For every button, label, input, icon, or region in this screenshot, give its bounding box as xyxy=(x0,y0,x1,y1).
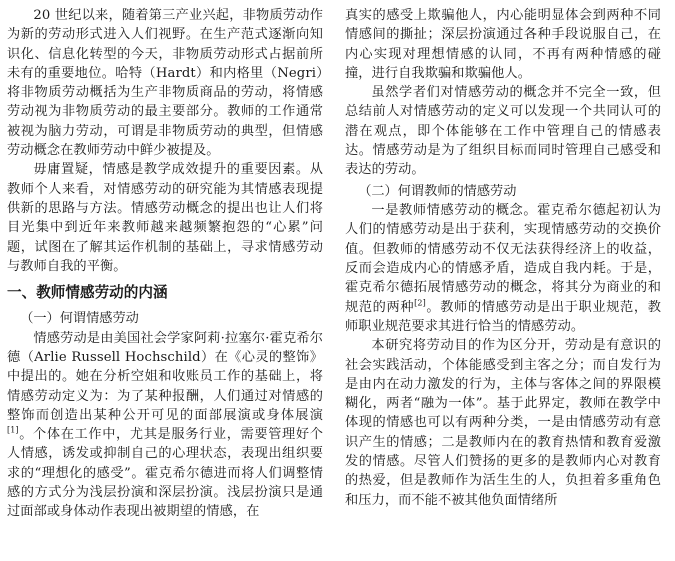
paragraph-common-view: 虽然学者们对情感劳动的概念并不完全一致，但总结前人对情感劳动的定义可以发现一个共同认可的潜在观点，即个体能够在工作中管理自己的情感表达。情感劳动是为了组织目标而同时管理自己感受和表达的劳动。 xyxy=(345,85,661,178)
paragraph-labor-purpose: 本研究将劳动目的作为区分开，劳动是有意识的社会实践活动，个体能感受到主客之分；而自发行为是由内在动力激发的行为，主体与客体之间的界限模糊化，两者“融为一体”。基于此界定，教师在教学中体现的情感也可以有两种分类，一是由情感劳动有意识产生的情感；二是教师内在的教育热情和教育爱激发的情感。尽管人们赞扬的更多的是教师内心对教育的热爱，但是教师作为活生生的人，负担着多重角色和压力，而不能不被其他负面情绪所 xyxy=(345,338,661,508)
citation-ref-1[interactable]: [1] xyxy=(7,425,19,435)
subsection-heading-what-is-emotional-labor: （一）何谓情感劳动 xyxy=(20,311,139,327)
paragraph-emotion-importance: 毋庸置疑，情感是教学成效提升的重要因素。从教师个人来看，对情感劳动的研究能为其情感表现提供新的思路与方法。情感劳动概念的提出也让人们将目光集中到近年来教师越来越频繁抱怨的“心累”问题，试图在了解其运作机制的基础上，寻求情感劳动与教师自我的平衡。 xyxy=(7,162,323,274)
subsection-heading-teacher-emotional-labor: （二）何谓教师的情感劳动 xyxy=(358,183,517,199)
paragraph-intro: 20 世纪以来，随着第三产业兴起，非物质劳动作为新的劳动形式进入人们视野。在生产范式逐渐向知识化、信息化转型的今天，非物质劳动形式占据前所未有的重要地位。哈特（Hardt）和内格里（Negri）将非物质劳动概括为生产非物质商品的劳动，将情感劳动视为非物质劳动的最主要部分。教师的工作通常被视为脑力劳动，可谓是非物质劳动的典型，但情感劳动概念在教师劳动中鲜少被提及。 xyxy=(7,8,323,159)
paragraph-hochschild-definition xyxy=(7,329,323,522)
paragraph-teacher-concept xyxy=(345,201,661,336)
paragraph-text-part: 。个体在工作中，尤其是服务行业，需要管理好个人情感，诱发或抑制自己的心理状态，表现出组织要求的“理想化的感受”。霍克希尔德进而将人们调整情感的方式分为浅层扮演和深层扮演。浅层扮演只是通过面部或身体动作表现出被期望的情感，在 xyxy=(7,427,323,520)
right-column xyxy=(345,6,661,510)
section-heading-connotation: 一、教师情感劳动的内涵 xyxy=(7,284,168,302)
paragraph-text-part: 一是教师情感劳动的概念。霍克希尔德起初认为人们的情感劳动是出于获利，实现情感劳动的交换价值。但教师的情感劳动不仅无法获得经济上的收益，反而会造成内心的情感矛盾，造成自我内耗。于是，霍克希尔德拓展情感劳动的概念，将其分为商业的和规范的两种 xyxy=(345,203,661,315)
paragraph-continued: 真实的感受上欺骗他人，内心能明显体会到两种不同情感间的撕扯；深层扮演通过各种手段说服自己，在内心实现对理想情感的认同，不再有两种情感的碰撞，进行自我欺骗和欺骗他人。 xyxy=(345,8,661,81)
paragraph-text-part: 情感劳动是由美国社会学家阿莉·拉塞尔·霍克希尔德（Arlie Russell Hochschild）在《心灵的整饰》中提出的。她在分析空姐和收账员工作的基础上，将情感劳动定义为：为了某种报酬，人们通过对情感的整饰而创造出某种公开可见的面部展演或身体展演 xyxy=(7,330,323,423)
citation-ref-2[interactable]: [2] xyxy=(414,298,426,308)
paragraph-text-part: 。教师的情感劳动是出于职业规范，教师职业规范要求其进行恰当的情感劳动。 xyxy=(345,299,661,334)
left-column xyxy=(7,6,323,522)
